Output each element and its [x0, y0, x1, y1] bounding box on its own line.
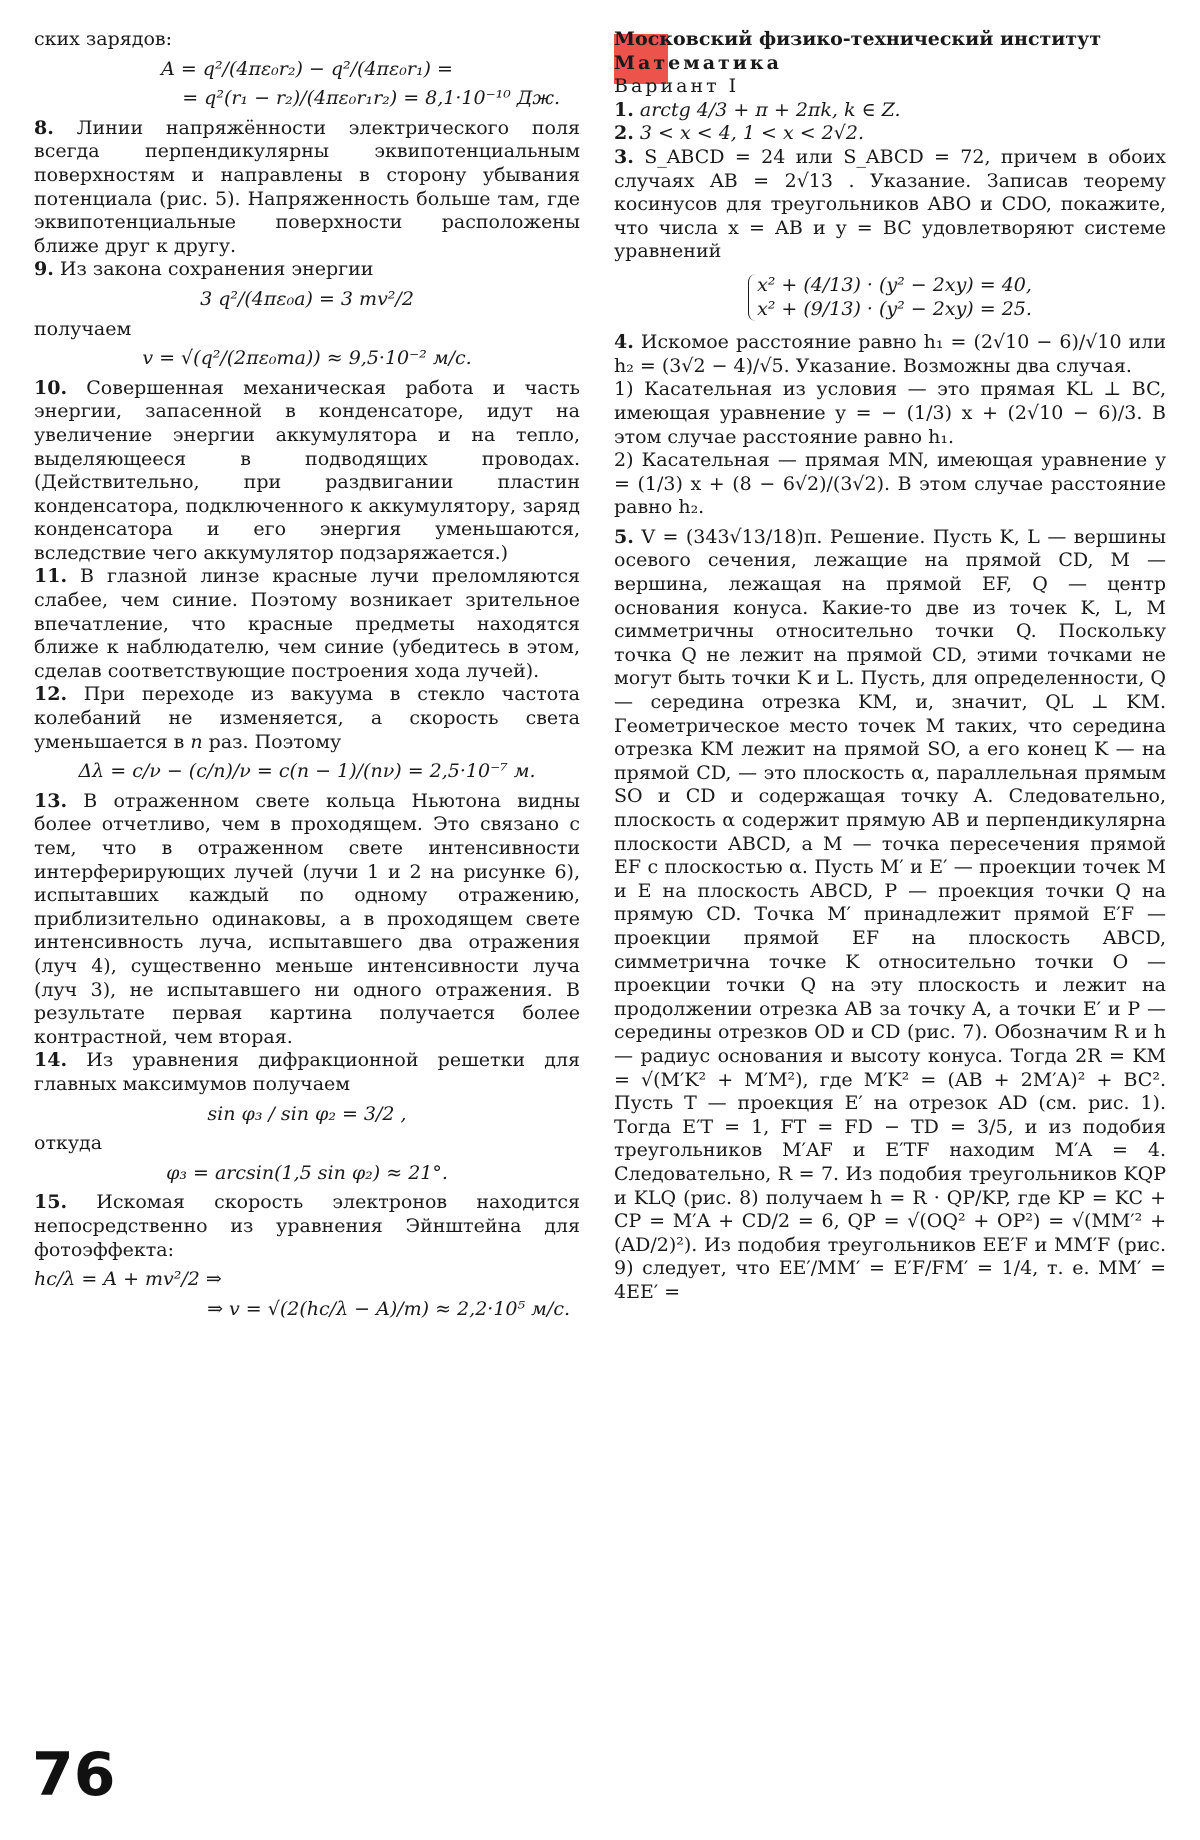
math-answer-1-text: arctg 4/3 + π + 2πk, k ∈ Z.	[639, 98, 901, 121]
math-answer-4	[614, 331, 1166, 378]
answer-9-text: Из закона сохранения энергии	[59, 258, 374, 281]
answer-8-text: Линии напряжённости электрического поля всегда перпендикулярны эквипотенциальным поверхностям и направлены в сторону убывания потенциала (рис. 5). Напряженность больше там, где эквипотенциальные поверхности расположены ближе друг к другу.	[34, 116, 580, 257]
answer-15-text: Искомая скорость электронов находится непосредственно из уравнения Эйнштейна для фотоэффекта:	[34, 1191, 580, 1261]
answer-13-text: В отраженном свете кольца Ньютона видны более отчетливо, чем в проходящем. Это связано с тем, что в отраженном свете интенсивности интерферирующих лучей (лучи 1 и 2 на рисунке 6), испытавших каждый по одному отражению, приблизительно одинаковы, а в проходящем свете интенсивность луча, испытавшего два отражения (луч 4), существенно меньше интенсивности луча (луч 3), не испытавшего ни одного отражения. В результате первая картина получается более контрастной, чем вторая.	[34, 789, 580, 1048]
answer-11-number: 11.	[34, 565, 68, 588]
formula-15a-text: hc/λ = A + mv²/2 ⇒	[34, 1268, 222, 1291]
formula-9-text: 3 q²/(4πε₀a) = 3 mv²/2	[200, 287, 414, 310]
right-column	[614, 28, 1166, 1304]
variant-heading: Вариант I	[614, 75, 740, 98]
answer-12	[34, 683, 580, 754]
subject-heading: Математика	[614, 51, 782, 74]
answer-11	[34, 565, 580, 683]
left-column	[34, 28, 580, 1327]
formula-15a	[34, 1268, 580, 1292]
equation-2: x² + (9/13) · (y² − 2xy) = 25.	[757, 297, 1032, 320]
answer-12-n: n	[190, 730, 203, 753]
formula-9	[34, 288, 580, 312]
formula-14b	[34, 1162, 580, 1186]
math-answer-4-text: Искомое расстояние равно h₁ = (2√10 − 6)/√10 или h₂ = (3√2 − 4)/√5. Указание. Возможны два случая.	[614, 331, 1166, 377]
math-answer-5	[614, 526, 1166, 1305]
answer-15	[34, 1191, 580, 1262]
math-answer-2	[614, 122, 1166, 146]
answer-10-text: Совершенная механическая работа и часть энергии, запасенной в конденсаторе, идут на увеличение энергии аккумулятора и на тепло, выделяющееся в подводящих проводах. (Действительно, при раздвигании пластин конденсатора, подключенного к аккумулятору, заряд конденсатора и его энергия уменьшаются, вследствие чего аккумулятор подзаряжается.)	[34, 376, 580, 564]
math-answer-4-case-2: 2) Касательная — прямая MN, имеющая уравнение y = (1/3) x + (8 − 6√2)/(3√2). В этом случае расстояние равно h₂.	[614, 449, 1166, 519]
equation-1: x² + (4/13) · (y² − 2xy) = 40,	[757, 273, 1032, 296]
answer-14-text: Из уравнения дифракционной решетки для главных максимумов получаем	[34, 1049, 580, 1095]
formula-12-text: Δλ = c/ν − (c/n)/ν = c(n − 1)/(nν) = 2,5·10⁻⁷ м.	[78, 760, 536, 783]
equation-system-brace	[748, 274, 1032, 321]
math-answer-5-text: V = (343√13/18)π. Решение. Пусть K, L — вершины осевого сечения, лежащие на прямой CD, M — вершина, лежащая на прямой EF, Q — центр основания конуса. Какие-то две из точек K, L, M симметричны относительно точки Q. Поскольку точка Q не лежит на прямой CD, этими точками не могут быть точки K и L. Пусть, для определенности, Q — середина отрезка KM, и, значит, QL ⊥ KM. Геометрическое место точек M таких, что середина отрезка KM лежит на прямой SO, а его конец K — на прямой CD, — это плоскость α, параллельная прямым SO и CD и содержащая точку A. Следовательно, плоскость α содержит прямую AB и перпендикулярна плоскости ABCD, а M — точка пересечения прямой EF с плоскостью α. Пусть M′ и E′ — проекции точек M и E на плоскость ABCD, P — проекция точки Q на прямую CD. Точка M′ принадлежит прямой E′F — проекции прямой EF на плоскость ABCD, симметрична точке K относительно точки O — проекции точки Q на эту плоскость и лежит на продолжении отрезка AB за точку A, а точки E′ и P — середины отрезков OD и CD (рис. 7). Обозначим R и h — радиус основания и высоту конуса. Тогда 2R = KM = √(M′K² + M′M²), где M′K² = (AB + 2M′A)² + BC². Пусть T — проекция E′ на отрезок AD (см. рис. 1). Тогда E′T = 1, FT = FD − TD = 3/5, и из подобия треугольников M′AF и E′TF находим M′A = 4. Следовательно, R = 7. Из подобия треугольников KQP и KLQ (рис. 8) получаем h = R · QP/KP, где KP = KC + CP = M′A + CD/2 = 6, QP = √(OQ² + OP²) = √(MM′² + (AD/2)²). Из подобия треугольников EE′F и MM′F (рис. 9) следует, что EE′/MM′ = E′F/FM′ = 1/4, т. е. MM′ = 4EE′ =	[614, 525, 1166, 1303]
page-number: 76	[32, 1740, 116, 1810]
math-answer-2-number: 2.	[614, 122, 634, 145]
answer-12-number: 12.	[34, 683, 68, 706]
answer-14	[34, 1049, 580, 1096]
math-answer-3-text: S_ABCD = 24 или S_ABCD = 72, причем в обоих случаях AB = 2√13 . Указание. Записав теорему косинусов для треугольников ABO и CDO, покажите, что числа x = AB и y = BC удовлетворяют системе уравнений	[614, 145, 1166, 263]
formula-15b-text: ⇒ v = √(2(hc/λ − A)/m) ≈ 2,2·10⁵ м/с.	[207, 1297, 570, 1320]
formula-9b	[34, 347, 580, 371]
equation-system	[614, 274, 1166, 321]
answer-8	[34, 117, 580, 259]
answer-9	[34, 258, 580, 282]
math-answer-1-number: 1.	[614, 98, 634, 121]
answer-13-number: 13.	[34, 789, 68, 812]
answer-8-number: 8.	[34, 116, 54, 139]
formula-a1-text: A = q²/(4πε₀r₂) − q²/(4πε₀r₁) =	[161, 57, 453, 80]
answer-15-number: 15.	[34, 1191, 68, 1214]
formula-12	[34, 760, 580, 784]
math-answer-4-number: 4.	[614, 331, 634, 354]
answer-14-number: 14.	[34, 1049, 68, 1072]
math-answer-2-text: 3 < x < 4, 1 < x < 2√2.	[639, 122, 864, 145]
answer-13	[34, 790, 580, 1050]
answer-9-get: получаем	[34, 317, 132, 340]
math-answer-1	[614, 99, 1166, 123]
institute-title: Московский физико-технический институт	[614, 28, 1102, 50]
intro-text: ских зарядов:	[34, 28, 173, 50]
math-answer-4-case-1: 1) Касательная из условия — это прямая KL ⊥ BC, имеющая уравнение y = − (1/3) x + (2√10 − 6)/3. В этом случае расстояние равно h₁.	[614, 378, 1166, 448]
math-answer-3	[614, 146, 1166, 264]
math-answer-5-number: 5.	[614, 525, 634, 548]
formula-14b-text: φ₃ = arcsin(1,5 sin φ₂) ≈ 21°.	[166, 1161, 448, 1184]
formula-14-text: sin φ₃ / sin φ₂ = 3/2 ,	[207, 1102, 407, 1125]
answer-12-text-b: раз. Поэтому	[208, 730, 342, 753]
answer-11-text: В глазной линзе красные лучи преломляются слабее, чем синие. Поэтому возникает зрительное впечатление, что красные предметы находятся ближе к наблюдателю, чем синие (убедитесь в этом, сделав соответствующие построения хода лучей).	[34, 565, 580, 682]
math-answer-3-number: 3.	[614, 145, 634, 168]
answer-10-number: 10.	[34, 376, 68, 399]
formula-a1	[34, 58, 580, 82]
answer-14-whence: откуда	[34, 1132, 103, 1155]
formula-a2	[34, 87, 580, 111]
answer-9-number: 9.	[34, 258, 54, 281]
formula-14	[34, 1103, 580, 1127]
formula-9b-text: v = √(q²/(2πε₀ma)) ≈ 9,5·10⁻² м/с.	[142, 347, 472, 370]
formula-15b	[34, 1298, 580, 1322]
answer-10	[34, 377, 580, 566]
answer-12-text-a: При переходе из вакуума в стекло частота колебаний не изменяется, а скорость света уменьшается в	[34, 683, 581, 753]
formula-a2-text: = q²(r₁ − r₂)/(4πε₀r₁r₂) = 8,1·10⁻¹⁰ Дж.	[182, 87, 560, 110]
